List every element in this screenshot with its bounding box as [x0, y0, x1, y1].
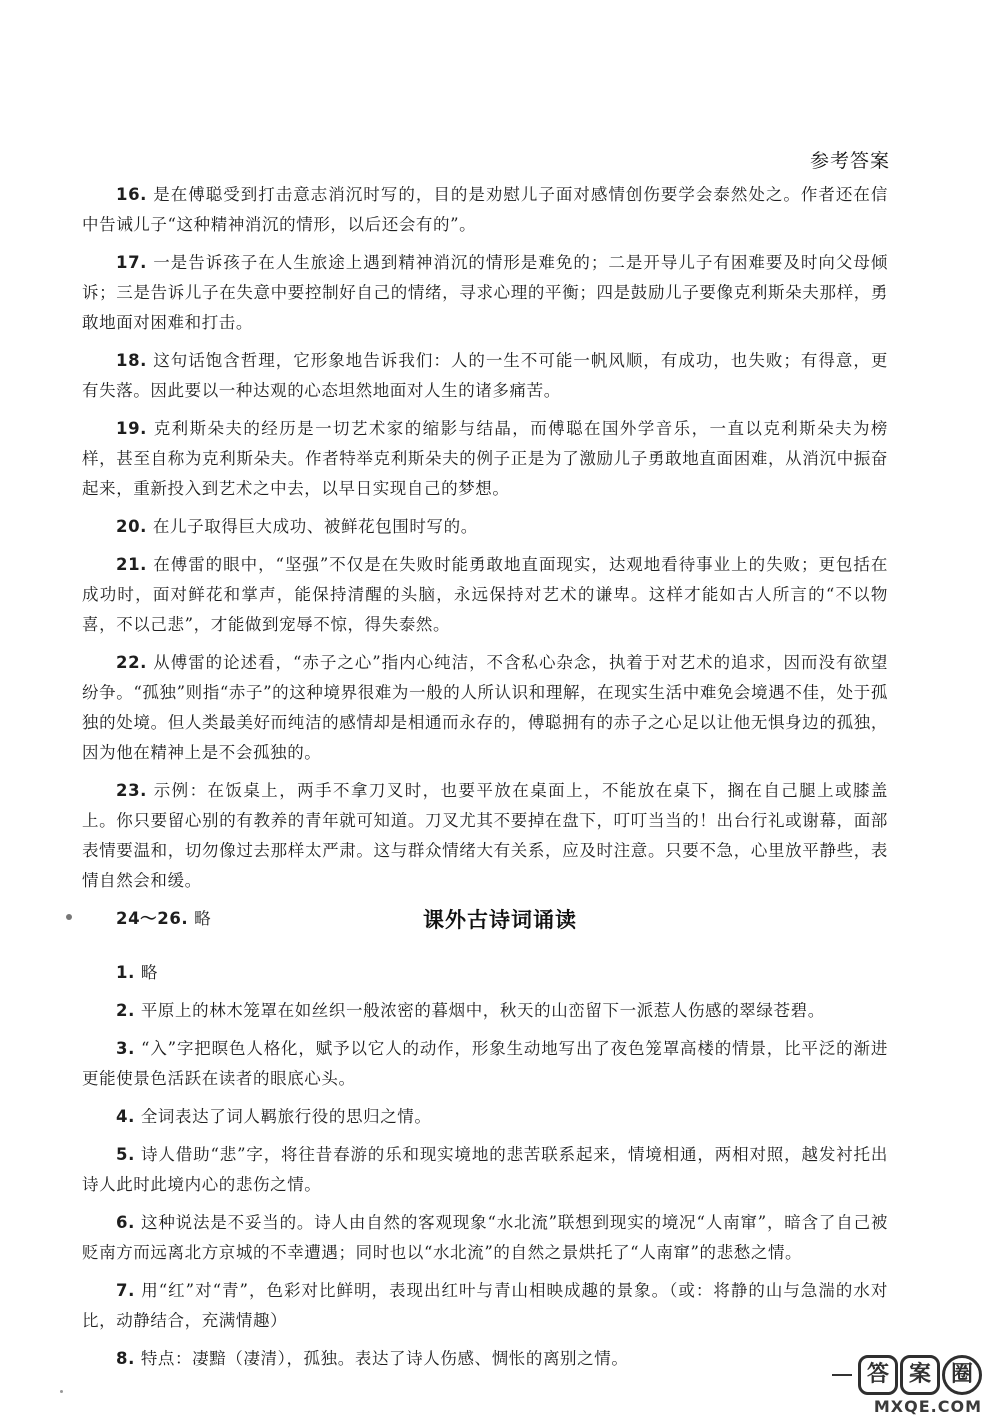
answer-item — [82, 1102, 888, 1132]
answer-item — [82, 996, 888, 1026]
answer-text: 这句话饱含哲理，它形象地告诉我们：人的一生不可能一帆风顺，有成功，也失败；有得意，更有失落。因此要以一种达观的心态坦然地面对人生的诸多痛苦。 — [82, 351, 888, 400]
answers-section-1 — [82, 180, 888, 942]
answer-number: 8. — [116, 1349, 135, 1368]
answer-number: 3. — [116, 1039, 135, 1058]
answer-text: 从傅雷的论述看，“赤子之心”指内心纯洁，不含私心杂念，执着于对艺术的追求，因而没有欲望纷争。“孤独”则指“赤子”的这种境界很难为一般的人所认识和理解，在现实生活中难免会境遇不佳，处于孤独的处境。但人类最美好而纯洁的感情却是相通而永存的，傅聪拥有的赤子之心足以让他无惧身边的孤独，因为他在精神上是不会孤独的。 — [82, 653, 888, 762]
answer-number: 4. — [116, 1107, 135, 1126]
answer-number: 5. — [116, 1145, 135, 1164]
answer-text: 诗人借助“悲”字，将往昔春游的乐和现实境地的悲苦联系起来，情境相通，两相对照，越发衬托出诗人此时此境内心的悲伤之情。 — [82, 1145, 888, 1194]
answer-item — [82, 248, 888, 338]
answer-number: 20. — [116, 517, 148, 536]
watermark-glyphs — [832, 1355, 982, 1395]
answer-text: 全词表达了词人羁旅行役的思归之情。 — [140, 1107, 432, 1126]
answer-item — [82, 550, 888, 640]
watermark-glyph: 圈 — [942, 1355, 982, 1395]
answer-item — [82, 1276, 888, 1336]
answer-text: 略 — [140, 963, 158, 982]
answer-text: 一是告诉孩子在人生旅途上遇到精神消沉的情形是难免的；二是开导儿子有困难要及时向父母倾诉；三是告诉儿子在失意中要控制好自己的情绪，寻求心理的平衡；四是鼓励儿子要像克利斯朵夫那样，勇敢地面对困难和打击。 — [82, 253, 888, 332]
answer-item — [82, 180, 888, 240]
section-title: 课外古诗词诵读 — [423, 908, 577, 932]
answer-number: 22. — [116, 653, 148, 672]
answer-text: 平原上的林木笼罩在如丝织一般浓密的暮烟中，秋天的山峦留下一派惹人伤感的翠绿苍碧。 — [140, 1001, 825, 1020]
answer-number: 21. — [116, 555, 148, 574]
answer-number: 2. — [116, 1001, 135, 1020]
answer-text: “入”字把暝色人格化，赋予以它人的动作，形象生动地写出了夜色笼罩高楼的情景，比平泛的渐进更能使景色活跃在读者的眼底心头。 — [82, 1039, 888, 1088]
answer-number: 7. — [116, 1281, 135, 1300]
answer-item — [82, 414, 888, 504]
answer-item — [82, 1140, 888, 1200]
answer-item — [82, 776, 888, 896]
watermark-site: MXQE.COM — [873, 1397, 982, 1416]
watermark-glyph: 答 — [858, 1355, 898, 1395]
answer-number: 19. — [116, 419, 148, 438]
section-header: 参考答案 — [809, 150, 890, 172]
answer-number: 23. — [116, 781, 148, 800]
answers-section-2 — [82, 958, 888, 1382]
answer-item — [82, 648, 888, 768]
answer-number: 17. — [116, 253, 148, 272]
answer-item — [82, 512, 888, 542]
answer-text: 在儿子取得巨大成功、被鲜花包围时写的。 — [152, 517, 478, 536]
answer-number: 6. — [116, 1213, 135, 1232]
answer-item — [82, 346, 888, 406]
answer-text: 在傅雷的眼中，“坚强”不仅是在失败时能勇敢地直面现实，达观地看待事业上的失败；更包括在成功时，面对鲜花和掌声，能保持清醒的头脑，永远保持对艺术的谦卑。这样才能如古人所言的“不以物喜，不以己悲”，才能做到宠辱不惊，得失泰然。 — [82, 555, 888, 634]
answer-number: 16. — [116, 185, 148, 204]
answer-item — [82, 1208, 888, 1268]
answer-item — [82, 958, 888, 988]
watermark-logo — [810, 1336, 982, 1416]
watermark-glyph: 案 — [900, 1355, 940, 1395]
answer-number: 24～26. — [116, 909, 189, 928]
answer-text: 克利斯朵夫的经历是一切艺术家的缩影与结晶，而傅聪在国外学音乐，一直以克利斯朵夫为榜样，甚至自称为克利斯朵夫。作者特举克利斯朵夫的例子正是为了激励儿子勇敢地直面困难，从消沉中振奋起来，重新投入到艺术之中去，以早日实现自己的梦想。 — [82, 419, 888, 498]
answer-text: 是在傅聪受到打击意志消沉时写的，目的是劝慰儿子面对感情创伤要学会泰然处之。作者还在信中告诫儿子“这种精神消沉的情形，以后还会有的”。 — [82, 185, 888, 234]
margin-dot — [60, 1390, 63, 1393]
answer-text: 用“红”对“青”，色彩对比鲜明，表现出红叶与青山相映成趣的景象。（或：将静的山与急湍的水对比，动静结合，充满情趣） — [82, 1281, 888, 1330]
answer-item — [82, 1344, 888, 1374]
answer-text: 示例：在饭桌上，两手不拿刀叉时，也要平放在桌面上，不能放在桌下，搁在自己腿上或膝盖上。你只要留心别的有教养的青年就可知道。刀叉尤其不要掉在盘下，叮叮当当的！出台行礼或谢幕，面部表情要温和，切勿像过去那样太严肃。这与群众情绪大有关系，应及时注意。只要不急，心里放平静些，表情自然会和缓。 — [82, 781, 888, 890]
answer-item — [82, 1034, 888, 1094]
answer-text: 这种说法是不妥当的。诗人由自然的客观现象“水北流”联想到现实的境况“人南窜”，暗含了自己被贬南方而远离北方京城的不幸遭遇；同时也以“水北流”的自然之景烘托了“人南窜”的悲愁之情。 — [82, 1213, 888, 1262]
answer-text: 略 — [194, 909, 212, 928]
answer-number: 18. — [116, 351, 148, 370]
page-number-dash — [832, 1374, 852, 1376]
answer-number: 1. — [116, 963, 135, 982]
answer-text: 特点：凄黯（凄清），孤独。表达了诗人伤感、惆怅的离别之情。 — [140, 1349, 629, 1368]
